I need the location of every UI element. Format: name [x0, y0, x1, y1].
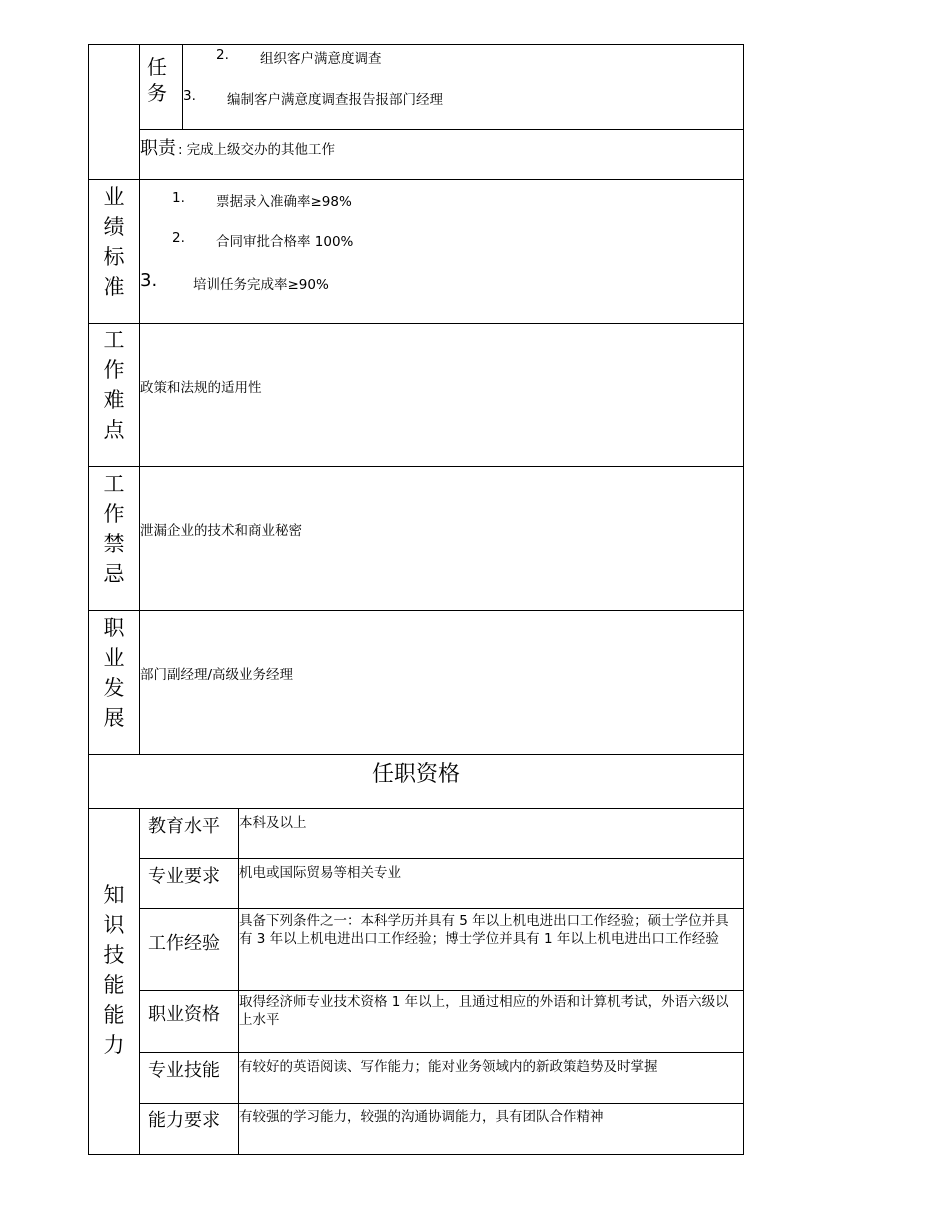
duty-separator: :	[178, 142, 183, 158]
difficulty-label: 工 作 难 点	[103, 328, 125, 442]
task-label-char: 任	[147, 55, 167, 79]
qual-row-text: 取得经济师专业技术资格 1 年以上，且通过相应的外语和计算机考试，外语六级以上水平	[239, 994, 729, 1028]
duty-text: 完成上级交办的其他工作	[186, 142, 336, 158]
qual-row-text: 有较强的学习能力，较强的沟通协调能力，具有团队合作精神	[239, 1109, 604, 1125]
taboo-text: 泄漏企业的技术和商业秘密	[140, 523, 302, 539]
task-item-number: 3.	[183, 88, 196, 104]
qualification-title: 任职资格	[372, 762, 461, 787]
performance-item-text: 合同审批合格率 100%	[216, 234, 354, 250]
qual-row-label: 职业资格	[148, 1004, 220, 1025]
qualification-side-label: 知 识 技 能 能 力	[103, 883, 125, 1057]
qual-row-label: 能力要求	[148, 1110, 220, 1131]
duty-label: 职责	[140, 138, 176, 159]
performance-item-number: 2.	[172, 230, 185, 246]
task-item-text: 编制客户满意度调查报告报部门经理	[227, 92, 443, 108]
task-item-text: 组织客户满意度调查	[260, 51, 382, 67]
row-line	[88, 754, 744, 755]
qual-row-label: 教育水平	[148, 816, 220, 837]
performance-label: 业 绩 标 准	[103, 185, 125, 299]
qual-row-text: 机电或国际贸易等相关专业	[239, 865, 401, 881]
task-label-divider	[182, 44, 183, 130]
row-line	[88, 466, 744, 467]
row-line	[88, 179, 744, 180]
qual-row-label: 工作经验	[148, 933, 220, 954]
qual-row-text: 具备下列条件之一：本科学历并具有 5 年以上机电进出口工作经验；硕士学位并具有 3 年以上机电进出口工作经验；博士学位并具有 1 年以上机电进出口工作经验	[239, 913, 729, 947]
task-label-char: 务	[147, 81, 167, 105]
row-line	[88, 808, 744, 809]
task-item-number: 2.	[216, 47, 229, 63]
qual-row-text: 有较好的英语阅读、写作能力；能对业务领域内的新政策趋势及时掌握	[239, 1059, 658, 1075]
career-label: 职 业 发 展	[103, 616, 125, 730]
qual-row-line	[139, 908, 744, 909]
qual-row-line	[139, 990, 744, 991]
duty-line	[140, 134, 335, 160]
qual-row-line	[139, 1052, 744, 1053]
qual-row-text: 本科及以上	[239, 815, 307, 831]
performance-item-number: 1.	[172, 190, 185, 206]
performance-item-text: 票据录入准确率≥98%	[216, 194, 352, 210]
qual-row-line	[139, 1103, 744, 1104]
qual-row-label: 专业技能	[148, 1060, 220, 1081]
row-line	[139, 129, 744, 130]
table-border	[88, 44, 744, 1155]
qual-row-line	[139, 858, 744, 859]
row-line	[88, 323, 744, 324]
performance-item-text: 培训任务完成率≥90%	[193, 277, 329, 293]
taboo-label: 工 作 禁 忌	[103, 472, 125, 586]
row-line	[88, 610, 744, 611]
performance-item-number: 3.	[140, 270, 158, 291]
difficulty-text: 政策和法规的适用性	[140, 380, 262, 396]
career-text: 部门副经理/高级业务经理	[140, 667, 294, 683]
qual-row-label: 专业要求	[148, 866, 220, 887]
